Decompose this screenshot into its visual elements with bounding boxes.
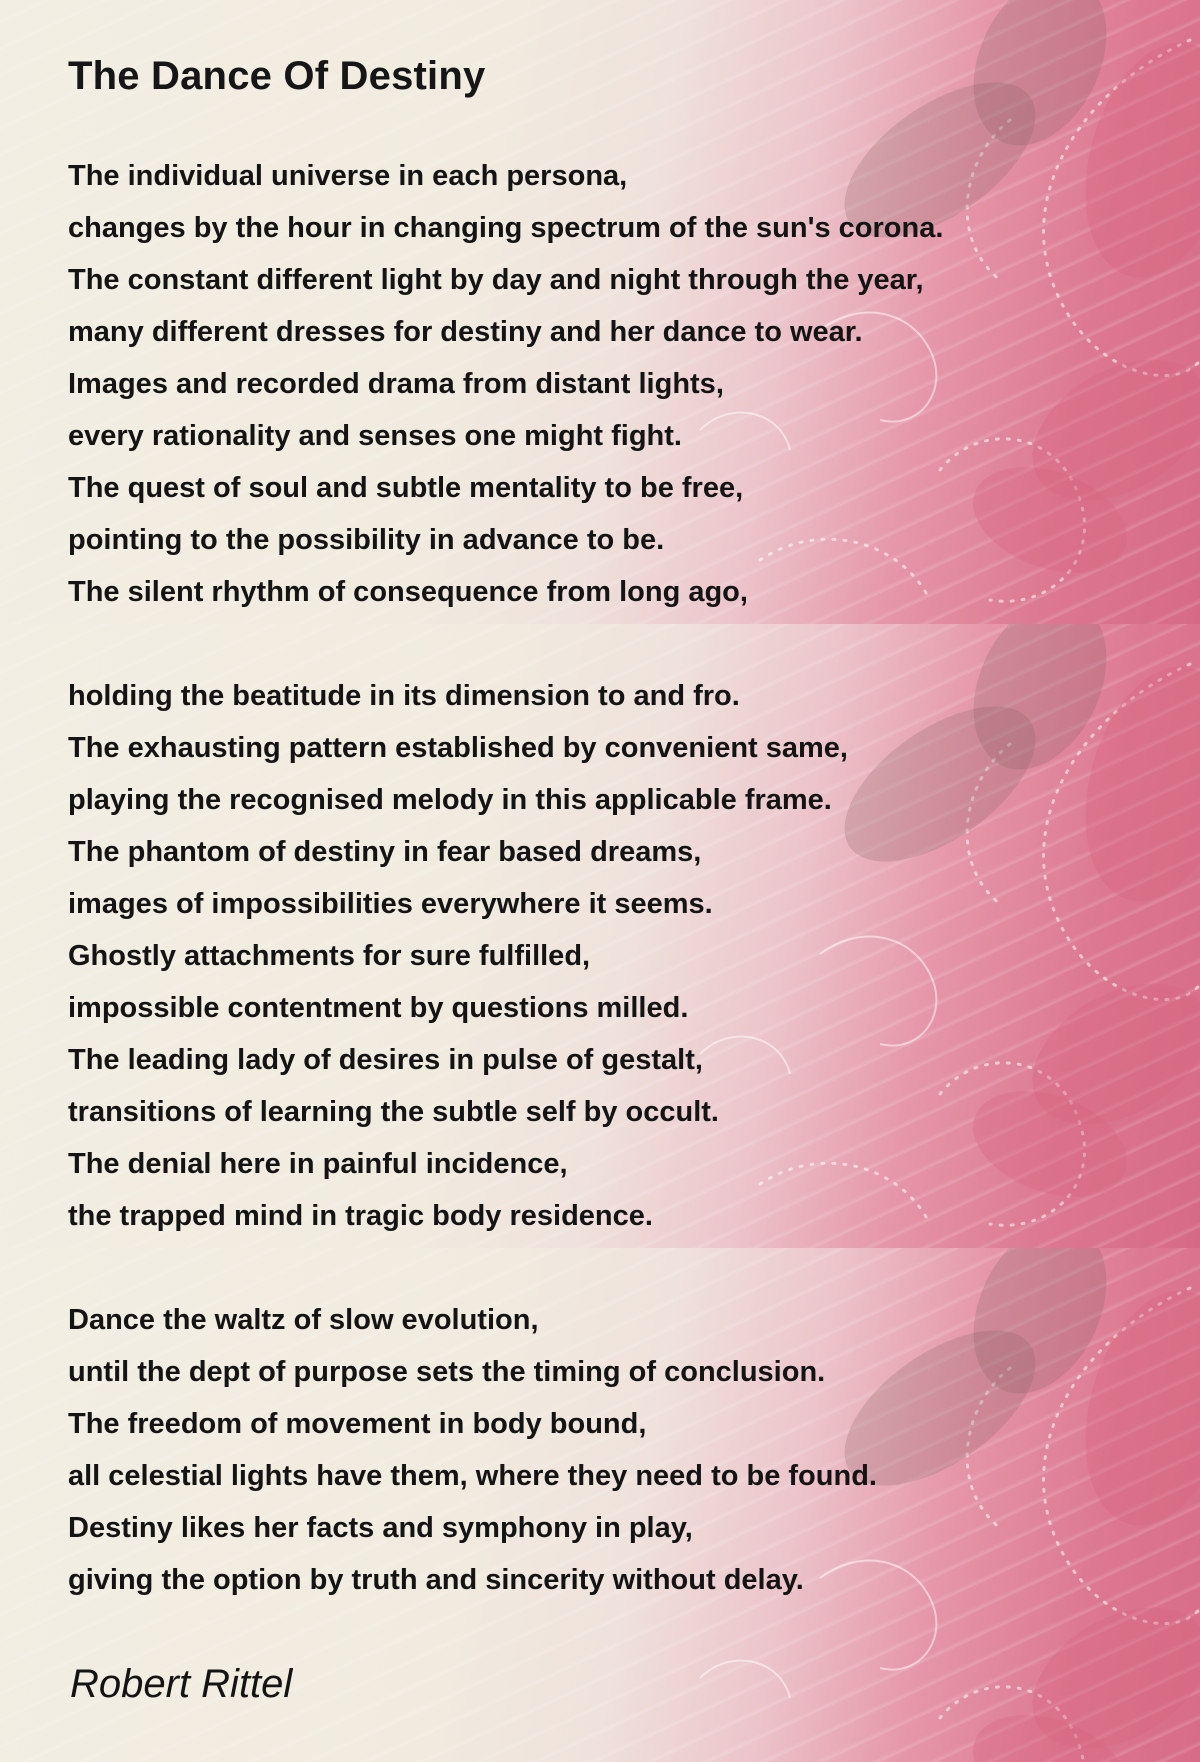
poem-line: The denial here in painful incidence, [68, 1148, 568, 1180]
poem-line: Dance the waltz of slow evolution, [68, 1304, 539, 1336]
poem-line: Destiny likes her facts and symphony in play, [68, 1512, 693, 1544]
poem-body [68, 150, 1168, 1606]
stanza-1 [68, 150, 1168, 618]
stanza-2 [68, 670, 1168, 1242]
poem-line: playing the recognised melody in this applicable frame. [68, 784, 832, 816]
poem-line: changes by the hour in changing spectrum of the sun's corona. [68, 212, 944, 244]
poem-line: the trapped mind in tragic body residence. [68, 1200, 653, 1232]
poem-line: The exhausting pattern established by convenient same, [68, 732, 848, 764]
poem-line: The leading lady of desires in pulse of gestalt, [68, 1044, 703, 1076]
poem-line: Images and recorded drama from distant lights, [68, 368, 724, 400]
poem-line: The constant different light by day and night through the year, [68, 264, 924, 296]
poem-line: many different dresses for destiny and her dance to wear. [68, 316, 863, 348]
poem-author: Robert Rittel [70, 1662, 293, 1706]
poem-line: pointing to the possibility in advance to be. [68, 524, 665, 556]
poem-line: Ghostly attachments for sure fulfilled, [68, 940, 591, 972]
poem-line: transitions of learning the subtle self by occult. [68, 1096, 719, 1128]
poem-line: The phantom of destiny in fear based dreams, [68, 836, 702, 868]
poem-line: The silent rhythm of consequence from long ago, [68, 576, 748, 608]
poem-line: The individual universe in each persona, [68, 160, 628, 192]
poem-line: The quest of soul and subtle mentality to be free, [68, 472, 744, 504]
poem-line: impossible contentment by questions milled. [68, 992, 689, 1024]
poem-line: holding the beatitude in its dimension to and fro. [68, 680, 740, 712]
stanza-3 [68, 1294, 1168, 1606]
poem-line: every rationality and senses one might fight. [68, 420, 682, 452]
poem-title: The Dance Of Destiny [68, 54, 486, 98]
poem-line: until the dept of purpose sets the timing of conclusion. [68, 1356, 826, 1388]
poem-line: all celestial lights have them, where they need to be found. [68, 1460, 877, 1492]
poem-line: The freedom of movement in body bound, [68, 1408, 647, 1440]
poem-line: giving the option by truth and sincerity without delay. [68, 1564, 804, 1596]
poem-line: images of impossibilities everywhere it seems. [68, 888, 713, 920]
